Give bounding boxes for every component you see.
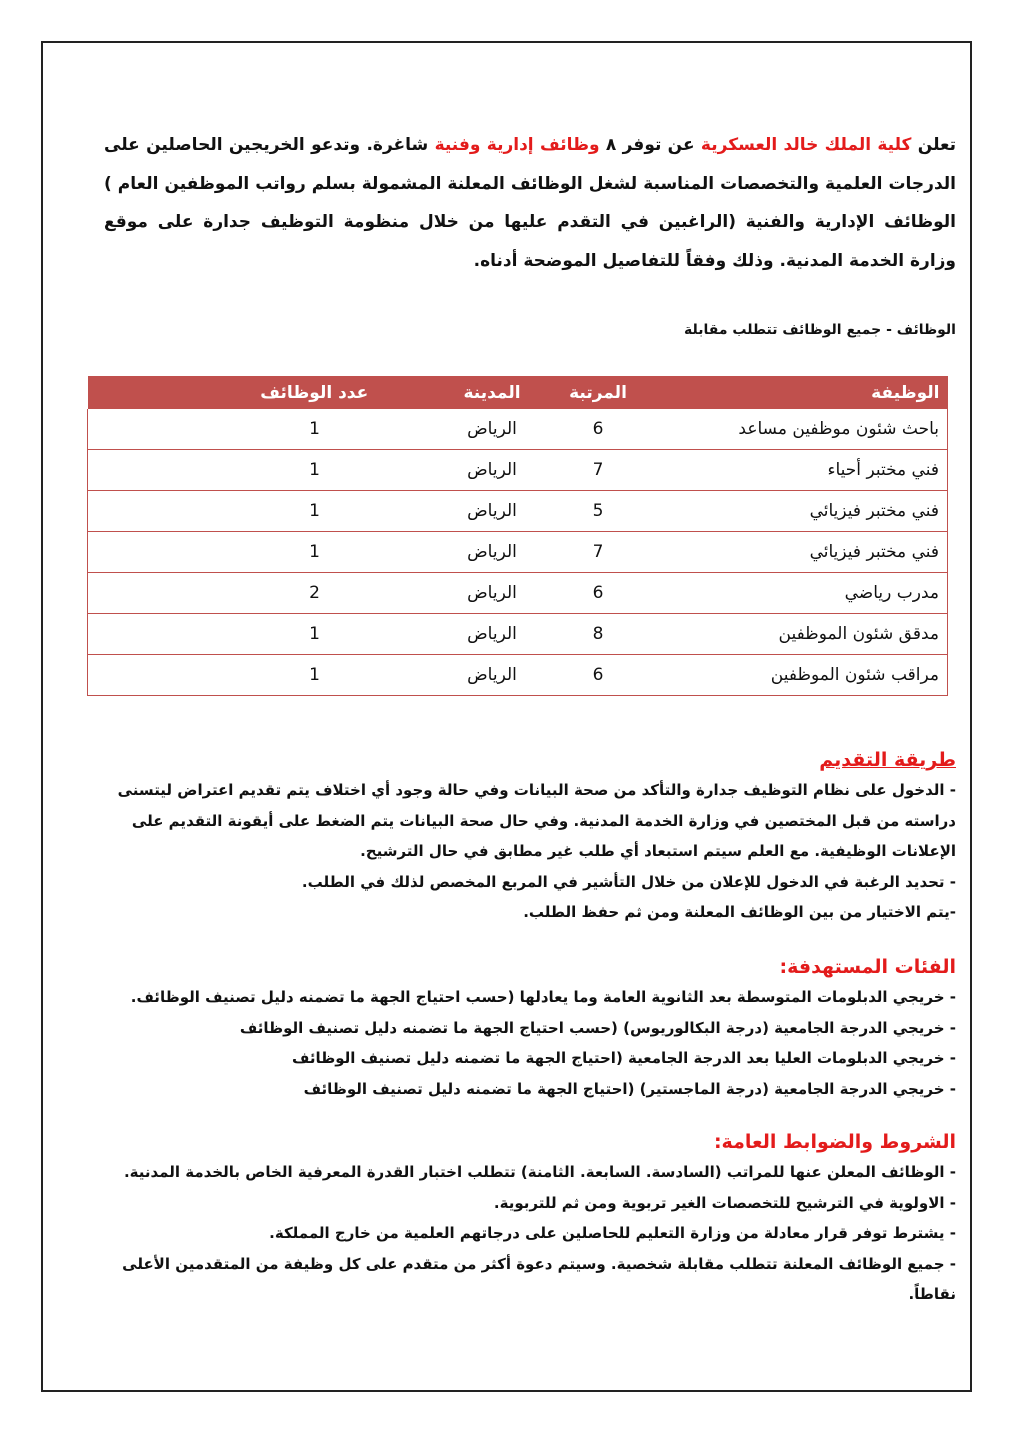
header-count: عدد الوظائف	[88, 376, 430, 409]
cell-rank: 6	[555, 655, 641, 696]
jobs-subtitle: الوظائف - جميع الوظائف تتطلب مقابلة	[684, 322, 956, 338]
table-row	[88, 532, 948, 573]
cell-city: الرياض	[429, 450, 555, 491]
intro-paragraph	[104, 126, 956, 280]
cell-job: مدقق شئون الموظفين	[641, 614, 948, 655]
cell-job: فني مختبر فيزيائي	[641, 532, 948, 573]
apply-item: -يتم الاختيار من بين الوظائف المعلنة ومن ثم حفظ الطلب.	[523, 903, 956, 921]
conditions-item: - جميع الوظائف المعلنة تتطلب مقابلة شخصية. وسيتم دعوة أكثر من متقدم على كل وظيفة من المتقدمين الأعلى نقاطاً.	[122, 1254, 956, 1303]
cell-count: 1	[88, 532, 430, 573]
target-section	[104, 952, 956, 1104]
cell-city: الرياض	[429, 491, 555, 532]
jobs-table	[87, 376, 948, 696]
apply-section	[104, 745, 956, 928]
table-header-row	[88, 376, 948, 409]
cell-count: 1	[88, 614, 430, 655]
table-row	[88, 491, 948, 532]
conditions-item: - الاولوية في الترشيح للتخصصات الغير تربوية ومن ثم للتربوية.	[493, 1193, 956, 1212]
target-item: - خريجي الدرجة الجامعية (درجة الماجستير) (احتياج الجهة ما تضمنه دليل تصنيف الوظائف	[303, 1079, 956, 1098]
cell-city: الرياض	[429, 409, 555, 450]
table-row	[88, 614, 948, 655]
table-row	[88, 450, 948, 491]
conditions-item: - الوظائف المعلن عنها للمراتب (السادسة. السابعة. الثامنة) تتطلب اختبار القدرة المعرفية الخاص بالخدمة المدنية.	[123, 1163, 956, 1181]
cell-job: مراقب شئون الموظفين	[641, 655, 948, 696]
cell-count: 2	[88, 573, 430, 614]
conditions-title: الشروط والضوابط العامة:	[713, 1131, 956, 1153]
apply-title: طريقة التقديم	[819, 749, 956, 771]
table-row	[88, 573, 948, 614]
table-row	[88, 409, 948, 450]
cell-count: 1	[88, 655, 430, 696]
cell-city: الرياض	[429, 532, 555, 573]
table-row	[88, 655, 948, 696]
conditions-item: - يشترط توفر قرار معادلة من وزارة التعليم للحاصلين على درجاتهم العلمية من خارج المملكة.	[269, 1224, 956, 1242]
cell-rank: 7	[555, 532, 641, 573]
cell-city: الرياض	[429, 655, 555, 696]
header-city: المدينة	[429, 376, 555, 409]
apply-item: - تحديد الرغبة في الدخول للإعلان من خلال التأشير في المربع المخصص لذلك في الطلب.	[301, 872, 956, 891]
intro-text: شاغرة. وتدعو الخريجين الحاصلين على الدرجات العلمية والتخصصات المناسبة لشغل الوظائف المعلنة المشمولة بسلم رواتب الموظفين العام ) الوظائف الإدارية والفنية (الراغبين في التقدم عليها من خلال منظومة التوظيف جدارة على موقع وزارة الخدمة المدنية. وذلك وفقاً للتفاصيل الموضحة أدناه.	[104, 135, 956, 271]
jobs-type: وظائف إدارية وفنية	[434, 135, 600, 155]
target-title: الفئات المستهدفة:	[779, 956, 956, 978]
cell-count: 1	[88, 450, 430, 491]
cell-rank: 8	[555, 614, 641, 655]
cell-city: الرياض	[429, 573, 555, 614]
cell-count: 1	[88, 409, 430, 450]
apply-item: - الدخول على نظام التوظيف جدارة والتأكد من صحة البيانات وفي حالة وجود أي اختلاف يتم تقديم اعتراض ليتسنى دراسته من قبل المختصين في وزارة الخدمة المدنية. وفي حال صحة البيانات يتم الضغط على أيقونة التقديم على الإعلانات الوظيفية. مع العلم سيتم استبعاد أي طلب غير مطابق في حال الترشيح.	[117, 781, 956, 860]
cell-job: فني مختبر أحياء	[641, 450, 948, 491]
target-item: - خريجي الدبلومات العليا بعد الدرجة الجامعية (احتياج الجهة ما تضمنه دليل تصنيف الوظائف	[291, 1049, 956, 1067]
conditions-section	[104, 1127, 956, 1310]
target-item: - خريجي الدرجة الجامعية (درجة البكالوريوس) (حسب احتياج الجهة ما تضمنه دليل تصنيف الوظائف	[239, 1018, 956, 1037]
header-rank: المرتبة	[555, 376, 641, 409]
college-name: كلية الملك خالد العسكرية	[700, 135, 912, 155]
cell-job: مدرب رياضي	[641, 573, 948, 614]
cell-rank: 5	[555, 491, 641, 532]
header-job: الوظيفة	[641, 376, 948, 409]
intro-text: تعلن	[911, 135, 956, 155]
cell-count: 1	[88, 491, 430, 532]
intro-text: عن توفر ٨	[599, 135, 701, 155]
cell-job: باحث شئون موظفين مساعد	[641, 409, 948, 450]
cell-rank: 6	[555, 573, 641, 614]
target-item: - خريجي الدبلومات المتوسطة بعد الثانوية العامة وما يعادلها (حسب احتياج الجهة ما تضمنه دليل تصنيف الوظائف.	[130, 988, 956, 1006]
cell-rank: 7	[555, 450, 641, 491]
cell-city: الرياض	[429, 614, 555, 655]
cell-job: فني مختبر فيزيائي	[641, 491, 948, 532]
cell-rank: 6	[555, 409, 641, 450]
